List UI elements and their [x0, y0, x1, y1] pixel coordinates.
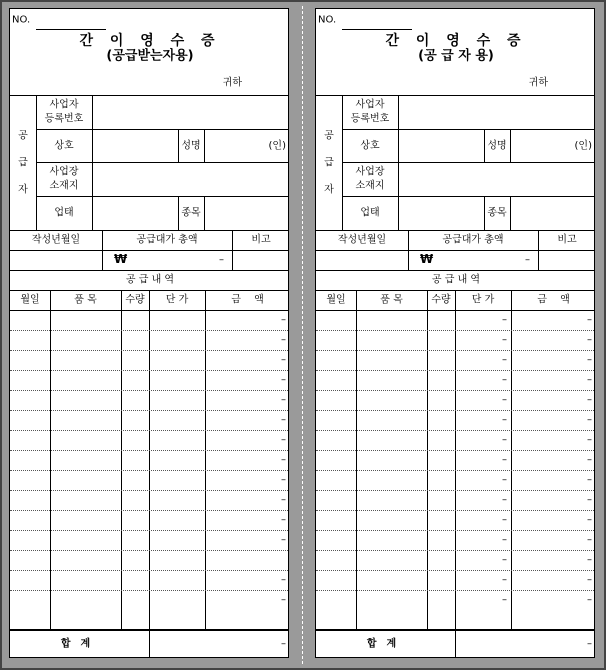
no-label: NO.: [12, 14, 31, 26]
receipt-subtitle: (공급받는자용): [106, 48, 194, 64]
rule-line: [10, 95, 289, 96]
rule-line: [484, 196, 485, 230]
table-row: [10, 510, 289, 530]
rule-line: [510, 196, 511, 230]
row-amount: –: [587, 334, 592, 346]
receipt-recipient-copy: [9, 8, 289, 658]
column-header: 단 가: [165, 294, 189, 306]
row-unit-price: –: [502, 414, 507, 426]
row-unit-price: –: [502, 574, 507, 586]
table-row: [316, 310, 595, 330]
date-header: 작성년월일: [31, 234, 81, 246]
table-row: [10, 410, 289, 430]
supplier-label-char: 자: [324, 183, 334, 195]
number-blank-line: [342, 29, 412, 30]
seal-mark: (인): [574, 139, 592, 151]
row-unit-price: –: [502, 314, 507, 326]
row-amount: –: [587, 554, 592, 566]
column-header: 수량: [431, 294, 451, 306]
rule-line: [36, 95, 37, 230]
rule-line: [10, 230, 289, 231]
address-label: 사업장: [355, 166, 385, 178]
rep-name-label: 성명: [181, 139, 201, 151]
rule-line: [149, 629, 150, 658]
supplier-label-char: 급: [324, 156, 334, 168]
row-unit-price: –: [502, 494, 507, 506]
row-amount: –: [281, 394, 286, 406]
rule-line: [204, 196, 205, 230]
currency-symbol: ₩: [420, 252, 434, 267]
row-amount: –: [587, 534, 592, 546]
row-amount: –: [587, 594, 592, 606]
row-amount: –: [281, 314, 286, 326]
address-label: 소재지: [49, 180, 79, 192]
number-blank-line: [36, 29, 106, 30]
row-unit-price: –: [502, 394, 507, 406]
rule-line: [36, 196, 289, 197]
supplier-label-char: 공: [18, 129, 28, 141]
rule-line: [484, 129, 485, 162]
row-amount: –: [281, 534, 286, 546]
table-row: [316, 490, 595, 510]
biz-reg-no-label: 사업자: [355, 99, 385, 111]
row-amount: –: [281, 474, 286, 486]
grand-total-label: 합 계: [60, 638, 91, 650]
row-amount: –: [281, 514, 286, 526]
row-amount: –: [281, 454, 286, 466]
table-row: [316, 410, 595, 430]
table-row: [316, 390, 595, 410]
total-value: –: [219, 254, 224, 266]
currency-symbol: ₩: [114, 252, 128, 267]
row-unit-price: –: [502, 434, 507, 446]
business-item-label: 종목: [487, 207, 507, 219]
table-row: [316, 450, 595, 470]
table-row: [316, 530, 595, 550]
grand-total-amount: –: [281, 638, 286, 650]
grand-total-label: 합 계: [366, 638, 397, 650]
row-unit-price: –: [502, 354, 507, 366]
biz-reg-no-label: 등록번호: [350, 113, 390, 125]
rule-line: [455, 629, 456, 658]
total-header: 공급대가 총액: [136, 234, 198, 246]
row-unit-price: –: [502, 594, 507, 606]
row-amount: –: [587, 394, 592, 406]
row-unit-price: –: [502, 534, 507, 546]
table-row: [10, 330, 289, 350]
column-header: 단 가: [471, 294, 495, 306]
table-row: [316, 370, 595, 390]
row-amount: –: [587, 314, 592, 326]
supplier-label-char: 급: [18, 156, 28, 168]
rule-line: [342, 95, 343, 230]
row-unit-price: –: [502, 454, 507, 466]
table-row: [10, 370, 289, 390]
row-amount: –: [587, 434, 592, 446]
row-amount: –: [587, 374, 592, 386]
row-amount: –: [281, 434, 286, 446]
row-amount: –: [587, 494, 592, 506]
rule-line: [10, 270, 289, 271]
total-value: –: [525, 254, 530, 266]
details-title: 공 급 내 역: [125, 274, 175, 286]
table-row: [10, 450, 289, 470]
table-row: [10, 430, 289, 450]
grand-total-amount: –: [587, 638, 592, 650]
row-amount: –: [281, 494, 286, 506]
row-amount: –: [281, 374, 286, 386]
row-unit-price: –: [502, 474, 507, 486]
note-header: 비고: [557, 234, 577, 246]
rule-line: [102, 230, 103, 270]
row-amount: –: [281, 574, 286, 586]
total-header: 공급대가 총액: [442, 234, 504, 246]
recipient-suffix: 귀하: [528, 77, 548, 89]
table-row: [316, 350, 595, 370]
column-header: 금 액: [537, 294, 570, 306]
column-header: 금 액: [231, 294, 264, 306]
row-amount: –: [281, 414, 286, 426]
rep-name-label: 성명: [487, 139, 507, 151]
column-header: 품 목: [74, 294, 97, 306]
table-row: [10, 550, 289, 570]
row-amount: –: [587, 354, 592, 366]
table-row: [10, 490, 289, 510]
address-label: 소재지: [355, 180, 385, 192]
row-unit-price: –: [502, 334, 507, 346]
supplier-label-char: 자: [18, 183, 28, 195]
biz-reg-no-label: 사업자: [49, 99, 79, 111]
rule-line: [36, 162, 289, 163]
table-row: [10, 350, 289, 370]
seal-mark: (인): [268, 139, 286, 151]
rule-line: [342, 196, 595, 197]
rule-line: [510, 129, 511, 162]
rule-line: [36, 129, 289, 130]
rule-line: [10, 250, 289, 251]
row-amount: –: [281, 594, 286, 606]
cut-line: [302, 6, 303, 664]
rule-line: [316, 230, 595, 231]
table-row: [316, 590, 595, 610]
table-row: [10, 310, 289, 330]
receipt-title: 간 이 영 수 증: [79, 32, 221, 49]
row-amount: –: [587, 474, 592, 486]
details-title: 공 급 내 역: [431, 274, 481, 286]
company-name-label: 상호: [360, 139, 380, 151]
address-label: 사업장: [49, 166, 79, 178]
row-amount: –: [281, 334, 286, 346]
rule-line: [538, 230, 539, 270]
biz-reg-no-label: 등록번호: [44, 113, 84, 125]
rule-line: [92, 95, 93, 230]
rule-line: [342, 162, 595, 163]
table-row: [10, 570, 289, 590]
rule-line: [316, 95, 595, 96]
table-row: [10, 530, 289, 550]
business-type-label: 업태: [360, 207, 380, 219]
row-amount: –: [281, 354, 286, 366]
company-name-label: 상호: [54, 139, 74, 151]
receipt-title: 간 이 영 수 증: [385, 32, 527, 49]
receipt-subtitle: (공 급 자 용): [418, 48, 494, 64]
no-label: NO.: [318, 14, 337, 26]
table-row: [316, 430, 595, 450]
note-header: 비고: [251, 234, 271, 246]
table-row: [10, 390, 289, 410]
recipient-suffix: 귀하: [222, 77, 242, 89]
business-type-label: 업태: [54, 207, 74, 219]
rule-line: [316, 270, 595, 271]
rule-line: [408, 230, 409, 270]
row-amount: –: [587, 454, 592, 466]
receipt-supplier-copy: [315, 8, 595, 658]
rule-line: [398, 95, 399, 230]
column-header: 월일: [20, 294, 40, 306]
date-header: 작성년월일: [337, 234, 387, 246]
column-header: 월일: [326, 294, 346, 306]
table-row: [316, 570, 595, 590]
business-item-label: 종목: [181, 207, 201, 219]
row-unit-price: –: [502, 514, 507, 526]
rule-line: [178, 129, 179, 162]
column-header: 수량: [125, 294, 145, 306]
rule-line: [316, 250, 595, 251]
row-unit-price: –: [502, 374, 507, 386]
rule-line: [204, 129, 205, 162]
row-unit-price: –: [502, 554, 507, 566]
supplier-label-char: 공: [324, 129, 334, 141]
table-row: [316, 510, 595, 530]
row-amount: –: [587, 514, 592, 526]
row-amount: –: [587, 414, 592, 426]
table-row: [316, 470, 595, 490]
rule-line: [232, 230, 233, 270]
rule-line: [342, 129, 595, 130]
column-header: 품 목: [380, 294, 403, 306]
row-amount: –: [587, 574, 592, 586]
table-row: [10, 590, 289, 610]
table-row: [316, 330, 595, 350]
table-row: [10, 470, 289, 490]
table-row: [316, 550, 595, 570]
rule-line: [178, 196, 179, 230]
